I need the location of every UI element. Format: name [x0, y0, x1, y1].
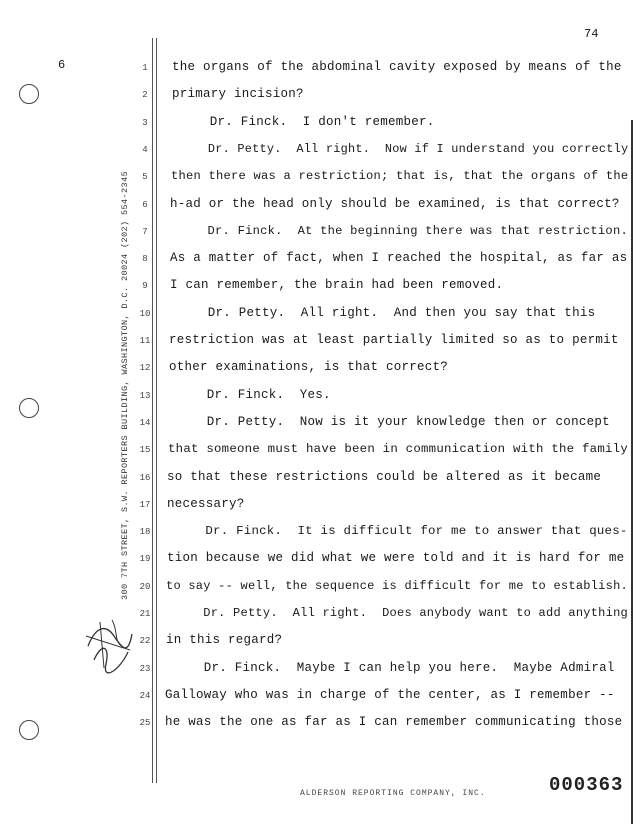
line-number: 15 — [139, 445, 151, 456]
handwritten-signature — [84, 616, 136, 674]
line-number: 6 — [142, 199, 148, 210]
transcript-line: the organs of the abdominal cavity exposed by means of the — [172, 60, 622, 74]
binder-hole-middle — [19, 398, 39, 418]
transcript-line: Dr. Finck. At the beginning there was that restriction. — [170, 223, 628, 238]
line-number: 23 — [139, 663, 151, 674]
transcript-line: Dr. Petty. All right. And then you say that this — [169, 305, 596, 320]
line-number: 24 — [139, 690, 151, 701]
line-number: 2 — [142, 90, 148, 101]
binder-hole-bottom — [19, 720, 39, 740]
page-number: 74 — [584, 27, 599, 41]
line-number: 18 — [139, 527, 151, 538]
line-number: 21 — [139, 609, 151, 619]
line-number: 9 — [142, 281, 148, 292]
transcript-line: Dr. Petty. All right. Does anybody want to add anything — [166, 606, 628, 620]
margin-number: 6 — [58, 58, 66, 72]
transcript-line: in this regard? — [166, 633, 283, 648]
transcript-line: he was the one as far as I can remember communicating those — [165, 715, 623, 730]
line-number: 1 — [142, 63, 148, 73]
line-number: 8 — [142, 254, 148, 265]
transcript-line: Dr. Petty. All right. Now if I understand you correctly — [171, 141, 629, 156]
transcript-line: tion because we did what we were told and it is hard for me — [167, 551, 625, 566]
transcript-line: so that these restrictions could be altered as it became — [167, 469, 602, 484]
line-number: 14 — [139, 417, 151, 428]
page-edge-rule — [631, 120, 633, 824]
transcript-line: Dr. Finck. Yes. — [168, 387, 331, 402]
transcript-line: Galloway who was in charge of the center, as I remember -- — [165, 687, 615, 702]
line-number: 4 — [142, 144, 148, 155]
transcript-line: h-ad or the head only should be examined, is that correct? — [170, 196, 620, 211]
transcript-line: Dr. Finck. It is difficult for me to answer that ques- — [167, 524, 628, 539]
line-number: 5 — [142, 172, 148, 183]
line-number: 12 — [139, 363, 151, 374]
transcript-line: I can remember, the brain had been removed. — [170, 278, 504, 293]
binder-hole-top — [19, 84, 39, 104]
line-number: 25 — [139, 718, 151, 729]
line-number: 22 — [139, 636, 151, 647]
margin-rule-inner — [156, 38, 157, 783]
line-number: 20 — [139, 581, 151, 592]
side-address: 300 7TH STREET, S.W. REPORTERS BUILDING, WASHINGTON, D.C. 20024 (202) 554-2345 — [120, 170, 130, 600]
footer-company: ALDERSON REPORTING COMPANY, INC. — [300, 789, 486, 798]
page-stamp-number: 000363 — [549, 774, 624, 796]
line-number: 7 — [142, 226, 148, 237]
line-number: 17 — [139, 499, 151, 510]
transcript-line: Dr. Finck. Maybe I can help you here. Maybe Admiral — [165, 660, 615, 675]
line-number: 16 — [139, 472, 151, 483]
transcript-line: Dr. Finck. I don't remember. — [171, 114, 435, 129]
transcript-line: Dr. Petty. Now is it your knowledge then or concept — [168, 414, 610, 429]
transcript-line: other examinations, is that correct? — [169, 360, 449, 375]
line-number: 11 — [139, 336, 151, 346]
transcript-line: As a matter of fact, when I reached the hospital, as far as — [170, 251, 628, 266]
line-number: 19 — [139, 554, 151, 565]
line-number: 13 — [139, 390, 151, 401]
transcript-line: primary incision? — [172, 87, 304, 102]
line-number: 3 — [142, 117, 148, 128]
transcript-line: that someone must have been in communication with the family — [168, 442, 629, 457]
transcript-line: to say -- well, the sequence is difficult for me to establish. — [166, 578, 628, 593]
line-number: 10 — [139, 308, 151, 319]
transcript-line: necessary? — [167, 496, 245, 511]
transcript-line: then there was a restriction; that is, that the organs of the — [171, 169, 629, 184]
transcript-line: restriction was at least partially limited so as to permit — [169, 333, 619, 347]
